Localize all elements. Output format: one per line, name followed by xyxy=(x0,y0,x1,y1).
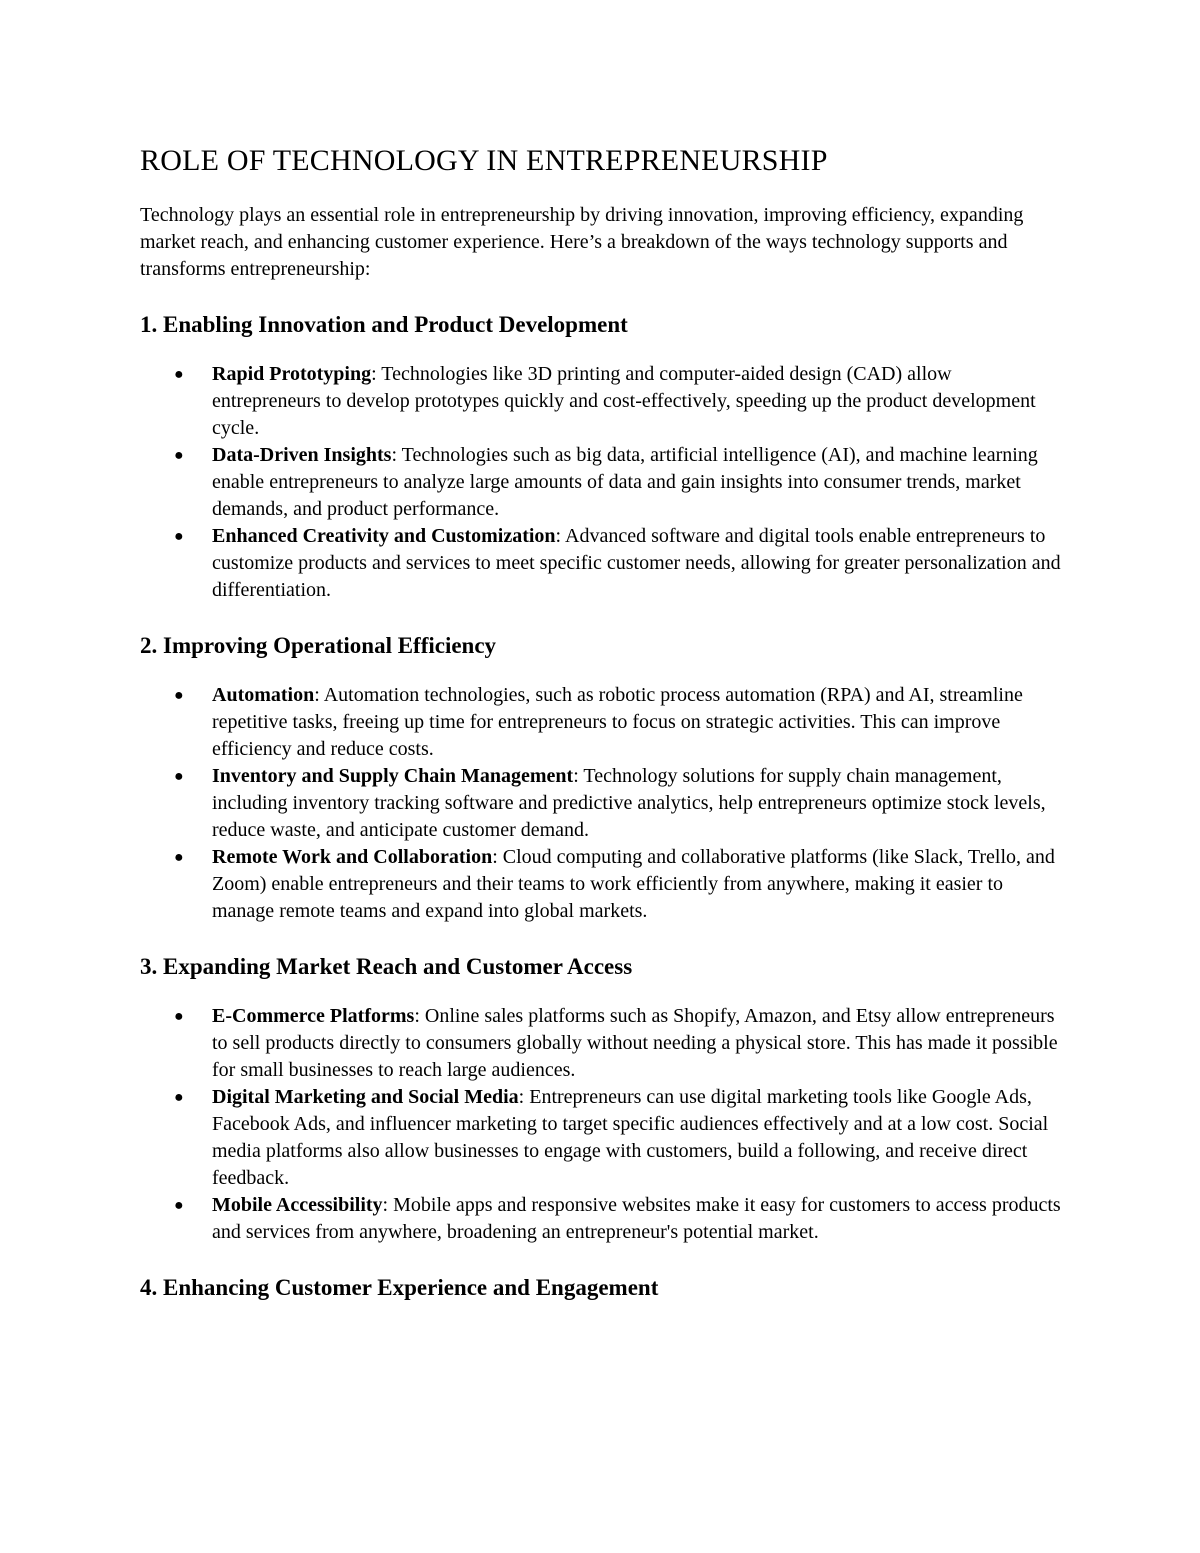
list-item xyxy=(140,442,1065,523)
item-text: : Automation technologies, such as robotic process automation (RPA) and AI, streamline repetitive tasks, freeing up time for entrepreneurs to focus on strategic activities. This can improve efficiency and reduce costs. xyxy=(212,684,1023,760)
item-text: : Technologies such as big data, artificial intelligence (AI), and machine learning enable entrepreneurs to analyze large amounts of data and gain insights into consumer trends, market demands, and product performance. xyxy=(212,444,1038,520)
list-item xyxy=(140,1003,1065,1084)
list-item xyxy=(140,1084,1065,1192)
section-heading-innovation: 1. Enabling Innovation and Product Development xyxy=(140,312,628,337)
section-heading-market-reach: 3. Expanding Market Reach and Customer Access xyxy=(140,954,633,979)
bullet-icon: ● xyxy=(174,528,184,545)
bullet-icon: ● xyxy=(174,1197,184,1214)
list-item xyxy=(140,1192,1065,1246)
item-term: Inventory and Supply Chain Management xyxy=(212,765,574,787)
section-heading-customer-experience: 4. Enhancing Customer Experience and Engagement xyxy=(140,1275,659,1300)
bullet-icon: ● xyxy=(174,1008,184,1025)
item-text: : Advanced software and digital tools enable entrepreneurs to customize products and services to meet specific customer needs, allowing for greater personalization and differentiation. xyxy=(212,525,1061,601)
item-text: : Cloud computing and collaborative platforms (like Slack, Trello, and Zoom) enable entrepreneurs and their teams to work efficiently from anywhere, making it easier to manage remote teams and expand into global markets. xyxy=(212,846,1055,922)
bullet-icon: ● xyxy=(174,849,184,866)
item-text: : Entrepreneurs can use digital marketing tools like Google Ads, Facebook Ads, and influencer marketing to target specific audiences effectively and at a low cost. Social media platforms also allow businesses to engage with customers, build a following, and receive direct feedback. xyxy=(212,1086,1049,1189)
bullet-list-innovation xyxy=(140,361,1065,604)
bullet-icon: ● xyxy=(174,768,184,785)
bullet-list-market-reach xyxy=(140,1003,1065,1246)
item-term: Rapid Prototyping xyxy=(212,363,372,385)
item-text: : Mobile apps and responsive websites make it easy for customers to access products and services from anywhere, broadening an entrepreneur's potential market. xyxy=(212,1194,1061,1243)
bullet-list-efficiency xyxy=(140,682,1065,925)
document-title: ROLE OF TECHNOLOGY IN ENTREPRENEURSHIP xyxy=(140,144,828,177)
bullet-icon: ● xyxy=(174,687,184,704)
list-item xyxy=(140,763,1065,844)
list-item xyxy=(140,361,1065,442)
list-item xyxy=(140,844,1065,925)
item-text: : Technology solutions for supply chain management, including inventory tracking software and predictive analytics, help entrepreneurs optimize stock levels, reduce waste, and anticipate customer demand. xyxy=(212,765,1046,841)
bullet-icon: ● xyxy=(174,447,184,464)
item-term: Remote Work and Collaboration xyxy=(212,846,493,868)
bullet-icon: ● xyxy=(174,1089,184,1106)
item-term: E-Commerce Platforms xyxy=(212,1005,415,1027)
item-term: Enhanced Creativity and Customization xyxy=(212,525,556,547)
bullet-icon: ● xyxy=(174,366,184,383)
intro-paragraph: Technology plays an essential role in entrepreneurship by driving innovation, improving efficiency, expanding market reach, and enhancing customer experience. Here’s a breakdown of the ways technology supports and transforms entrepreneurship: xyxy=(140,204,1024,280)
item-text: : Online sales platforms such as Shopify, Amazon, and Etsy allow entrepreneurs to sell products directly to consumers globally without needing a physical store. This has made it possible for small businesses to reach large audiences. xyxy=(212,1005,1058,1081)
document-body xyxy=(140,140,1065,1324)
section-heading-efficiency: 2. Improving Operational Efficiency xyxy=(140,633,497,658)
item-term: Mobile Accessibility xyxy=(212,1194,383,1216)
item-term: Automation xyxy=(212,684,315,706)
item-term: Data-Driven Insights xyxy=(212,444,392,466)
list-item xyxy=(140,682,1065,763)
list-item xyxy=(140,523,1065,604)
item-term: Digital Marketing and Social Media xyxy=(212,1086,519,1108)
item-text: : Technologies like 3D printing and computer-aided design (CAD) allow entrepreneurs to develop prototypes quickly and cost-effectively, speeding up the product development cycle. xyxy=(212,363,1036,439)
